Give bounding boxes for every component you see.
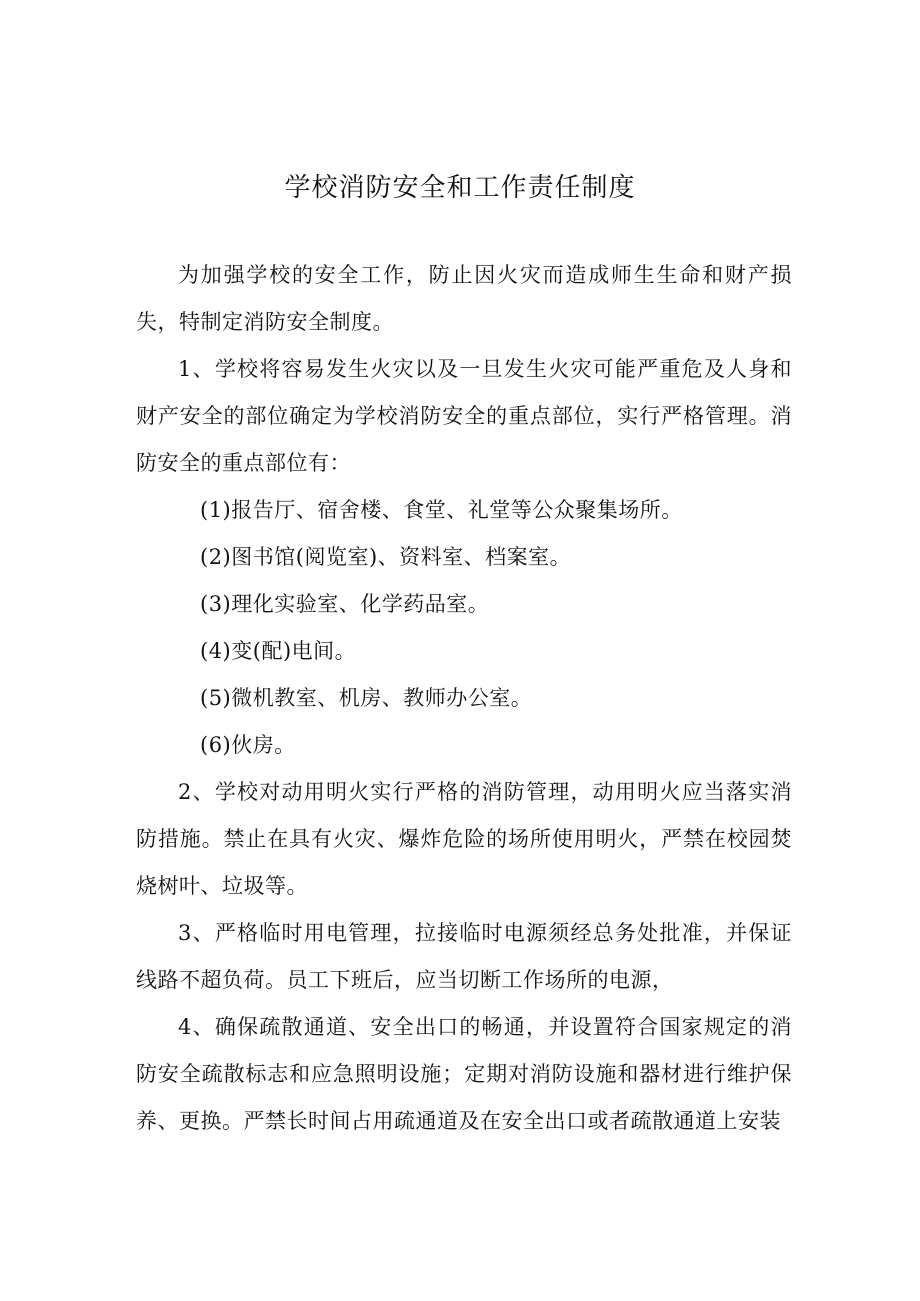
key-area-item: (1)报告厅、宿舍楼、食堂、礼堂等公众聚集场所。 (200, 498, 683, 522)
key-area-item: (3)理化实验室、化学药品室。 (200, 592, 490, 616)
rule-3-paragraph: 3、严格临时用电管理，拉接临时电源须经总务处批准，并保证线路不超负荷。员工下班后，应当切断工作场所的电源， (136, 921, 792, 992)
document-title: 学校消防安全和工作责任制度 (284, 173, 636, 203)
key-area-item: (6)伙房。 (200, 733, 296, 757)
document-body (136, 252, 792, 1145)
rule-1-paragraph: 1、学校将容易发生火灾以及一旦发生火灾可能严重危及人身和财产安全的部位确定为学校消防安全的重点部位，实行严格管理。消防安全的重点部位有： (136, 357, 792, 475)
key-area-item: (2)图书馆(阅览室)、资料室、档案室。 (200, 545, 572, 569)
key-area-item: (5)微机教室、机房、教师办公室。 (200, 686, 533, 710)
key-area-item: (4)变(配)电间。 (200, 639, 357, 663)
rule-4-paragraph: 4、确保疏散通道、安全出口的畅通，并设置符合国家规定的消防安全疏散标志和应急照明设施；定期对消防设施和器材进行维护保养、更换。严禁长时间占用疏通道及在安全出口或者疏散通道上安装 (136, 1015, 792, 1133)
rule-2-paragraph: 2、学校对动用明火实行严格的消防管理，动用明火应当落实消防措施。禁止在具有火灾、爆炸危险的场所使用明火，严禁在校园焚烧树叶、垃圾等。 (136, 780, 792, 898)
intro-paragraph: 为加强学校的安全工作，防止因火灾而造成师生生命和财产损失，特制定消防安全制度。 (136, 263, 792, 334)
